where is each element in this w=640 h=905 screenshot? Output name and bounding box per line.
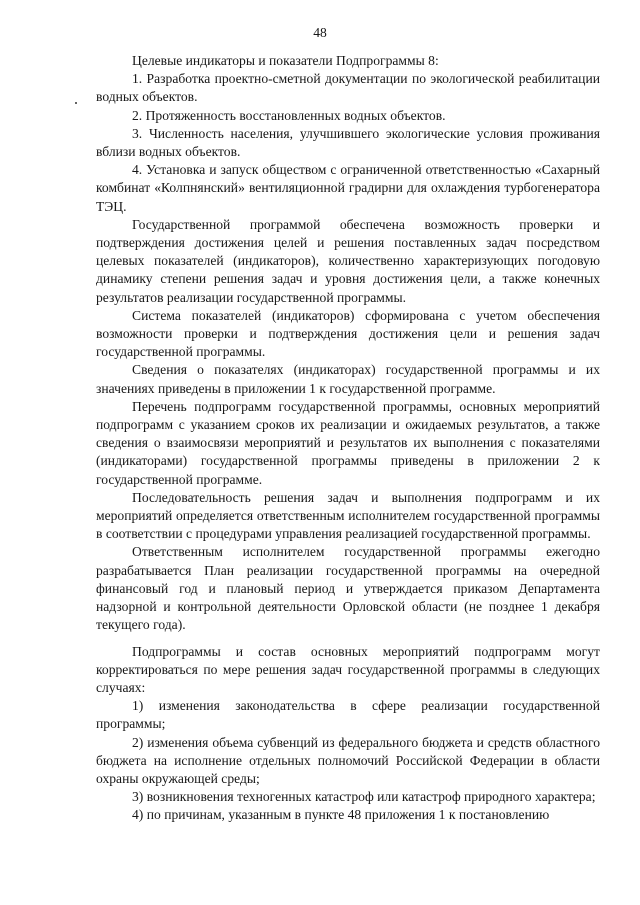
document-body bbox=[96, 52, 600, 825]
page-number: 48 bbox=[313, 25, 327, 40]
paragraph-sequence: Последовательность решения задач и выполнения подпрограмм и их мероприятий определяется ответственным исполнителем государственной программы в соответствии с процедурами управления реализацией государственной программы. bbox=[96, 489, 600, 542]
paragraph-indicator-1: 1. Разработка проектно-сметной документации по экологической реабилитации водных объектов. bbox=[96, 71, 600, 105]
paragraph-case-4: 4) по причинам, указанным в пункте 48 приложения 1 к постановлению bbox=[132, 807, 550, 823]
paragraph-appendix-1: Сведения о показателях (индикаторах) государственной программы и их значениях приведены в приложении 1 к государственной программе. bbox=[96, 362, 600, 396]
paragraph-indicator-2: 2. Протяженность восстановленных водных объектов. bbox=[132, 107, 446, 123]
paragraph-case-2: 2) изменения объема субвенций из федерального бюджета и средств областного бюджета на исполнение отдельных полномочий Российской Федерации в области охраны окружающей среды; bbox=[96, 734, 600, 786]
paragraph-verification: Государственной программой обеспечена возможность проверки и подтверждения достижения целей и решения поставленных задач посредством целевых показателей (индикаторов), количественно характеризующих погодовую динамику степени решения задач и уровня достижения цели, а также конечных результатов реализации государственной программы. bbox=[96, 216, 600, 305]
paragraph-case-3: 3) возникновения техногенных катастроф или катастроф природного характера; bbox=[132, 789, 596, 805]
paragraph-indicator-4: 4. Установка и запуск обществом с ограниченной ответственностью «Сахарный комбинат «Колпнянский» вентиляционной градирни для охлаждения турбогенератора ТЭЦ. bbox=[96, 162, 600, 214]
paragraph-case-1: 1) изменения законодательства в сфере реализации государственной программы; bbox=[96, 698, 600, 732]
paragraph-indicator-system: Система показателей (индикаторов) сформирована с учетом обеспечения возможности проверки и подтверждения достижения цели и решения задач государственной программы. bbox=[96, 307, 600, 360]
paragraph-indicators-heading: Целевые индикаторы и показатели Подпрограммы 8: bbox=[132, 53, 439, 68]
scan-speck bbox=[75, 102, 77, 104]
paragraph-implementation-plan: Ответственным исполнителем государственной программы ежегодно разрабатывается План реализации государственной программы на очередной финансовый год и плановый период и утверждается приказом Департамента надзорной и контрольной деятельности Орловской области (не позднее 1 декабря текущего года). bbox=[96, 544, 600, 633]
paragraph-indicator-3: 3. Численность населения, улучшившего экологические условия проживания вблизи водных объектов. bbox=[96, 125, 600, 160]
paragraph-appendix-2: Перечень подпрограмм государственной программы, основных мероприятий подпрограмм с указанием сроков их реализации и ожидаемых результатов, а также сведения о взаимосвязи мероприятий и результатов их выполнения с показателями (индикаторами) государственной программы приведены в приложении 2 к государственной программе. bbox=[96, 398, 600, 487]
paragraph-adjustment-cases: Подпрограммы и состав основных мероприятий подпрограмм могут корректироваться по мере решения задач государственной программы в следующих случаях: bbox=[96, 643, 600, 695]
